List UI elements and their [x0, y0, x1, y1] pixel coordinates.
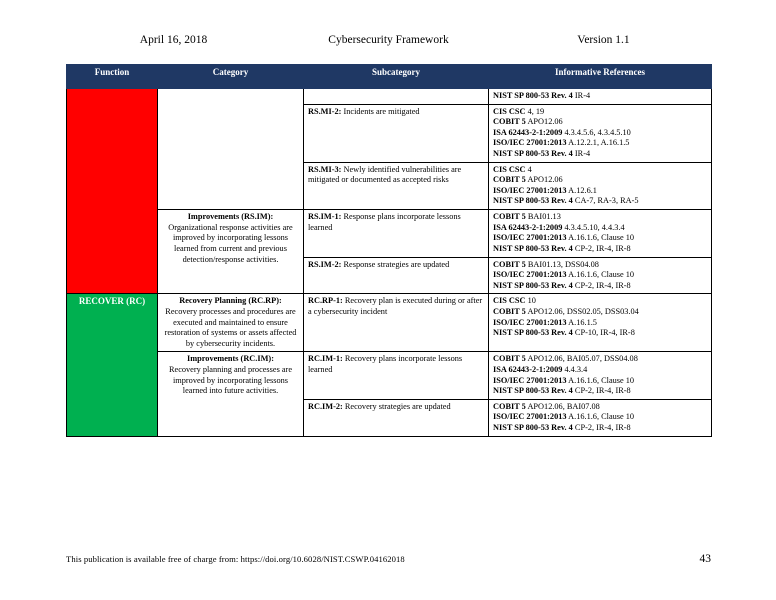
reference-line — [493, 107, 707, 118]
reference-ids: A.12.2.1, A.16.1.5 — [566, 138, 630, 148]
running-head — [66, 32, 711, 48]
reference-ids: 4, 19 — [525, 106, 545, 116]
reference-ids: BAI01.13, DSS04.08 — [525, 259, 599, 269]
references-cell — [489, 104, 712, 162]
references-cell — [489, 294, 712, 352]
category-title: Improvements (RS.IM): — [187, 212, 274, 222]
reference-ids: 4.3.4.5.6, 4.3.4.5.10 — [562, 127, 631, 137]
reference-ids: IR-4 — [572, 91, 591, 100]
footer-availability-note: This publication is available free of charge from: https://doi.org/10.6028/NIST.CSWP.04162018 — [66, 554, 405, 564]
reference-line — [493, 354, 707, 365]
reference-line — [493, 138, 707, 149]
reference-ids: APO12.06, DSS02.05, DSS03.04 — [525, 306, 639, 316]
table-row — [67, 294, 712, 352]
category-cell-continuation — [158, 89, 304, 210]
running-head-date: April 16, 2018 — [139, 34, 208, 46]
reference-ids: CP-2, IR-4, IR-8 — [572, 280, 631, 290]
subcategory-text: Response strategies are updated — [341, 259, 450, 269]
subcategory-cell — [304, 294, 489, 352]
reference-ids: CP-10, IR-4, IR-8 — [572, 328, 635, 338]
references-cell — [489, 399, 712, 436]
reference-ids: 4.3.4.5.10, 4.4.3.4 — [562, 222, 625, 232]
reference-source: ISO/IEC 27001:2013 — [493, 233, 567, 243]
category-cell-rc-rp — [158, 294, 304, 352]
reference-line — [493, 128, 707, 139]
reference-line — [493, 386, 707, 397]
subcategory-id: RS.IM-1: — [308, 212, 342, 222]
reference-ids: A.12.6.1 — [566, 185, 597, 195]
reference-ids: APO12.06 — [525, 117, 563, 127]
reference-ids: CP-2, IR-4, IR-8 — [572, 423, 631, 433]
reference-source: COBIT 5 — [493, 401, 526, 411]
subcategory-id: RS.MI-3: — [308, 164, 342, 174]
reference-line — [493, 260, 707, 271]
reference-ids: APO12.06, BAI05.07, DSS04.08 — [525, 354, 638, 364]
page-footer — [66, 553, 711, 565]
reference-ids: A.16.1.6, Clause 10 — [566, 233, 635, 243]
subcategory-cell — [304, 162, 489, 209]
reference-ids: BAI01.13 — [525, 212, 561, 222]
reference-line — [493, 318, 707, 329]
reference-source: CIS CSC — [493, 296, 526, 306]
running-head-version: Version 1.1 — [577, 34, 630, 46]
reference-source: ISO/IEC 27001:2013 — [493, 270, 567, 280]
reference-source: NIST SP 800-53 Rev. 4 — [493, 243, 573, 253]
subcategory-id: RC.RP-1: — [308, 296, 343, 306]
reference-ids: IR-4 — [572, 149, 591, 159]
function-cell-recover: RECOVER (RC) — [67, 294, 158, 436]
subcategory-cell — [304, 257, 489, 294]
reference-source: ISO/IEC 27001:2013 — [493, 138, 567, 148]
reference-line — [493, 244, 707, 255]
reference-line — [493, 212, 707, 223]
references-cell — [489, 352, 712, 399]
reference-source: CIS CSC — [493, 164, 526, 174]
reference-source: NIST SP 800-53 Rev. 4 — [493, 280, 573, 290]
reference-source: ISA 62443-2-1:2009 — [493, 365, 563, 375]
reference-line — [493, 307, 707, 318]
reference-line — [493, 175, 707, 186]
reference-line — [493, 328, 707, 339]
reference-source: COBIT 5 — [493, 212, 526, 222]
subcategory-cell — [304, 89, 489, 105]
reference-ids: APO12.06 — [525, 175, 563, 185]
reference-line — [493, 296, 707, 307]
reference-ids: A.16.1.6, Clause 10 — [566, 412, 635, 422]
references-cell — [489, 89, 712, 105]
reference-line — [493, 402, 707, 413]
category-description: Organizational response activities are improved by incorporating lessons learned from current and previous detection/response activities. — [168, 222, 293, 264]
subcategory-text: Recovery plans incorporate lessons learned — [308, 354, 463, 375]
reference-line — [493, 233, 707, 244]
reference-source: ISO/IEC 27001:2013 — [493, 185, 567, 195]
reference-ids: 4.4.3.4 — [562, 365, 588, 375]
reference-ids: A.16.1.5 — [566, 317, 597, 327]
reference-line — [493, 196, 707, 207]
reference-ids: A.16.1.6, Clause 10 — [566, 375, 635, 385]
reference-source: ISA 62443-2-1:2009 — [493, 222, 563, 232]
reference-ids: CP-2, IR-4, IR-8 — [572, 386, 631, 396]
references-cell — [489, 162, 712, 209]
reference-source: ISO/IEC 27001:2013 — [493, 317, 567, 327]
reference-line — [493, 281, 707, 292]
reference-source: CIS CSC — [493, 106, 526, 116]
subcategory-id: RS.IM-2: — [308, 259, 342, 269]
subcategory-text: Incidents are mitigated — [341, 106, 420, 116]
reference-source: ISA 62443-2-1:2009 — [493, 127, 563, 137]
reference-ids: 4 — [525, 164, 532, 174]
reference-source: ISO/IEC 27001:2013 — [493, 375, 567, 385]
subcategory-id: RC.IM-2: — [308, 401, 343, 411]
table-row — [67, 89, 712, 105]
subcategory-text: Recovery plan is executed during or after a cybersecurity incident — [308, 296, 483, 316]
category-cell-rs-im — [158, 210, 304, 294]
reference-ids: APO12.06, BAI07.08 — [525, 401, 600, 411]
reference-source: COBIT 5 — [493, 354, 526, 364]
reference-ids: A.16.1.6, Clause 10 — [566, 270, 635, 280]
reference-source: COBIT 5 — [493, 306, 526, 316]
subcategory-text: Response plans incorporate lessons learned — [308, 212, 461, 232]
reference-source: NIST SP 800-53 Rev. 4 — [493, 91, 573, 100]
category-cell-rc-im — [158, 352, 304, 436]
subcategory-cell — [304, 104, 489, 162]
references-cell — [489, 210, 712, 257]
table-row — [67, 210, 712, 257]
function-cell-respond — [67, 89, 158, 294]
reference-ids: CA-7, RA-3, RA-5 — [572, 196, 639, 206]
reference-source: ISO/IEC 27001:2013 — [493, 412, 567, 422]
page-number: 43 — [699, 553, 711, 565]
reference-source: COBIT 5 — [493, 117, 526, 127]
reference-line — [493, 376, 707, 387]
reference-source: NIST SP 800-53 Rev. 4 — [493, 196, 573, 206]
running-head-title: Cybersecurity Framework — [328, 34, 449, 46]
category-description: Recovery processes and procedures are executed and maintained to ensure restoration of systems or assets affected by cybersecurity incidents. — [164, 306, 297, 348]
subcategory-text: Newly identified vulnerabilities are mitigated or documented as accepted risks — [308, 164, 462, 185]
reference-line — [493, 186, 707, 197]
category-description: Recovery planning and processes are improved by incorporating lessons learned into future activities. — [168, 365, 293, 396]
references-cell — [489, 257, 712, 294]
reference-line — [493, 423, 707, 434]
reference-source: COBIT 5 — [493, 259, 526, 269]
reference-source: COBIT 5 — [493, 175, 526, 185]
category-title: Recovery Planning (RC.RP): — [179, 296, 282, 306]
reference-source: NIST SP 800-53 Rev. 4 — [493, 328, 573, 338]
reference-line — [493, 270, 707, 281]
table-header-row — [67, 65, 712, 89]
column-header-references: Informative References — [489, 65, 712, 89]
category-title: Improvements (RC.IM): — [187, 354, 274, 364]
subcategory-cell — [304, 399, 489, 436]
subcategory-id: RC.IM-1: — [308, 354, 343, 364]
subcategory-cell — [304, 210, 489, 257]
reference-ids: 10 — [525, 296, 536, 306]
column-header-category: Category — [158, 65, 304, 89]
reference-line — [493, 117, 707, 128]
subcategory-cell — [304, 352, 489, 399]
reference-line — [493, 165, 707, 176]
column-header-subcategory: Subcategory — [304, 65, 489, 89]
reference-line — [493, 412, 707, 423]
subcategory-id: RS.MI-2: — [308, 106, 342, 116]
framework-core-table — [66, 64, 712, 437]
subcategory-text: Recovery strategies are updated — [342, 401, 451, 411]
reference-line — [493, 365, 707, 376]
reference-ids: CP-2, IR-4, IR-8 — [572, 243, 631, 253]
column-header-function: Function — [67, 65, 158, 89]
reference-line — [493, 223, 707, 234]
table-row — [67, 352, 712, 399]
reference-source: NIST SP 800-53 Rev. 4 — [493, 149, 573, 159]
reference-line — [493, 91, 707, 102]
reference-source: NIST SP 800-53 Rev. 4 — [493, 423, 573, 433]
reference-source: NIST SP 800-53 Rev. 4 — [493, 386, 573, 396]
reference-line — [493, 149, 707, 160]
